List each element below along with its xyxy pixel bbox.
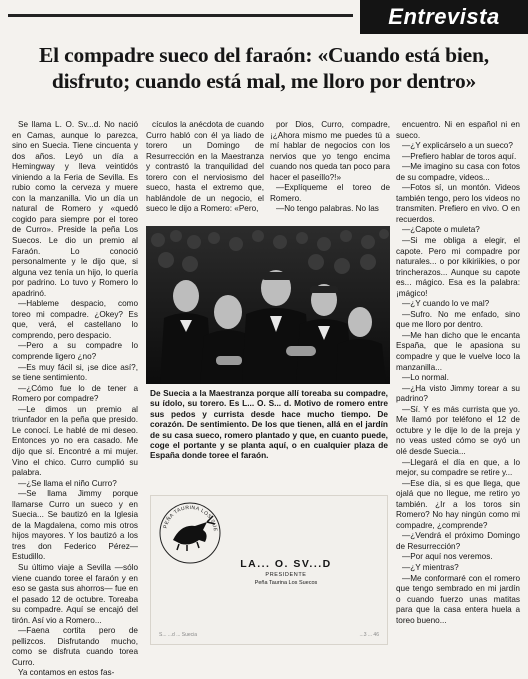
card-address: [159, 632, 379, 638]
paragraph: —Me imagino su casa con fotos de su compadre, videos...: [396, 162, 520, 182]
paragraph: —Me han dicho que le encanta España, que le apasiona su compadre y que le vuelve loco la manzanilla...: [396, 330, 520, 372]
paragraph: —Me conformaré con el romero que tengo sembrado en mi jardín o cuando fuerzo unas matitas para que la casa entera huela a toreo bueno...: [396, 573, 520, 625]
paragraph: —Prefiero hablar de toros aquí.: [402, 151, 517, 161]
bullring-crowd-photo: [146, 226, 390, 384]
paragraph: —Se llama Jimmy porque llamarse Curro un sueco y en Suecia... Se bautizó en la Iglesia de la Magdalena, como mis otros hijos mayores. Y los bautizó a los tres don Federico Pérez—Estudillo.: [12, 489, 138, 562]
pena-los-suecos-logo: [157, 500, 223, 566]
paragraph: —Faena cortita pero de pellizcos. Disfrutando mucho, como se disfruta cuando torea Curro.: [12, 626, 138, 667]
section-label: Entrevista: [360, 0, 528, 34]
paragraph: cículos la anécdota de cuando Curro habló con él ya liado de torero un Domingo de Resurrección en la Maestranza y contrastó la tranquilidad del torero con el nerviosismo del sueco, hasta el extremo que, hablándole de un negocio, el sueco le dijo a Romero: «Pero,: [146, 120, 264, 214]
paragraph: por Dios, Curro, compadre, ¡¿Ahora mismo me puedes tú a mí hablar de negocios con los nervios que yo tengo encima cuando nos queda tan poco para hacer el paseíllo?!»: [270, 120, 390, 182]
card-name: LA... O. SV...D: [240, 558, 332, 570]
photo-caption: De Suecia a la Maestranza porque allí toreaba su compadre, su ídolo, su torero. Es L... O. S... d. Motivo de romero entre sus pedos y currista desde hace mucho tiempo. De corazón. De sentimiento. De los que tienen, allá en el jardín de su casa sueco, romero plantado y que, en cuanto puede, coge el portante y se planta aquí, o en cualquier plaza de España donde toree el faraón.: [150, 388, 388, 461]
paragraph: —Lo normal.: [402, 373, 449, 383]
card-address-left: S... ...d ... Suecia: [159, 632, 198, 638]
paragraph: —Es muy fácil si, ¡se dice así?, se tiene sentimiento.: [12, 362, 138, 383]
card-role: PRESIDENTE: [265, 572, 307, 578]
paragraph: —¿Capote o muleta?: [402, 225, 480, 235]
card-address-right: ...3 ... 46: [359, 632, 379, 638]
paragraph: —¿Ha visto Jimmy torear a su padrino?: [396, 383, 520, 404]
paragraph: —¿Cómo fue lo de tener a Romero por compadre?: [12, 383, 138, 404]
article-column-4: [396, 120, 520, 653]
article-headline: El compadre sueco del faraón: «Cuando está bien, disfruto; cuando está mal, me lloro por dentro»: [39, 43, 489, 93]
paragraph: —¿Y cuando lo ve mal?: [402, 299, 490, 309]
paragraph: —Si me obliga a elegir, el capote. Pero mi compadre por naturales... o por kikiriikies, o por trincherazos... Aunque su capote es... mágico. Esa es la palabra: ¡mágico!: [396, 236, 520, 298]
article-column-3: [270, 120, 390, 222]
article-column-1: [12, 120, 138, 678]
paragraph: Su último viaje a Sevilla —sólo viene cuando toree el faraón y en eso se gasta sus ahorros— fue en el pasado 12 de octubre. Toreaba su compadre. Aquí se encajó del tirón. Así vio a Romero...: [12, 562, 138, 625]
paragraph: encuentro. Ni en español ni en sueco.: [396, 120, 520, 140]
paragraph: Ya contamos en estos fas-: [18, 668, 115, 678]
paragraph: —¿Y mientras?: [402, 562, 459, 572]
business-card: [150, 495, 388, 645]
paragraph: —¿Y explicárselo a un sueco?: [402, 141, 513, 151]
paragraph: —Sufro. No me enfado, sino que me lloro por dentro.: [396, 309, 520, 330]
paragraph: —Sí. Y es más currista que yo. Me llamó por teléfono el 12 de octubre y le dije lo de la preja y no veas usted cómo se oyó un olé desde Suecia...: [396, 404, 520, 456]
article-column-2: [146, 120, 264, 222]
paragraph: —Por aquí nos veremos.: [402, 552, 493, 562]
paragraph: —Fotos sí, un montón. Videos también tengo, pero los videos no transmiten. Prefiero en vivo. O en recuerdos.: [396, 183, 520, 224]
section-rule: [8, 14, 353, 17]
paragraph: —Hableme despacio, como toreo mi compadre. ¿Okey? Es que, verá, el castellano lo comprendo, pero despacio.: [12, 299, 138, 340]
paragraph: Se llama L. O. Sv...d. No nació en Camas, aunque lo parezca, sino en Suecia. Tiene cincuenta y dos años. Leyó un día a Hemingway y lleva veintidós viniendo a la Feria de Sevilla. Es rubio como la cerveza y muere con la manzanilla. Vio un día un natural de Romero y «quedó cogido para siempre por el toreo de Curro». Preside la peña Los Suecos. Le dio un premio al Faraón. Lo conoció personalmente y le dijo que, si alguna vez tenía un hijo, lo quería por padrino. Lo tuvo y Romero lo apadrinó.: [12, 120, 138, 298]
card-org: Peña Taurina Los Suecos: [254, 580, 318, 586]
paragraph: —Explíqueme el toreo de Romero.: [270, 183, 390, 203]
paragraph: —Pero a su compadre lo comprende ligero ¿no?: [12, 341, 138, 362]
paragraph: —Le dimos un premio al triunfador en la peña que presido. Le conocí. Le hablé de mi deseo. Entonces yo no era casado. Me dijo que sí. Encontré a mi mujer. Vino el chico. Curro cumplió su palabra.: [12, 404, 138, 478]
paragraph: —Llegará el día en que, a lo mejor, su compadre se retire y...: [396, 457, 520, 478]
logo-text: PEÑA TAURINA LOS SUE: [162, 504, 219, 533]
paragraph: —No tengo palabras. No las: [276, 204, 379, 214]
paragraph: —¿Se llama el niño Curro?: [18, 478, 117, 488]
paragraph: —¿Vendrá el próximo Domingo de Resurrección?: [396, 531, 520, 551]
section-header: [0, 0, 528, 34]
paragraph: —Ese día, si es que llega, que ojalá que no llegue, me retiro yo también. ¿Ir a los toros sin Romero? No hay ningún como mi compadre, ¿comprende?: [396, 478, 520, 530]
